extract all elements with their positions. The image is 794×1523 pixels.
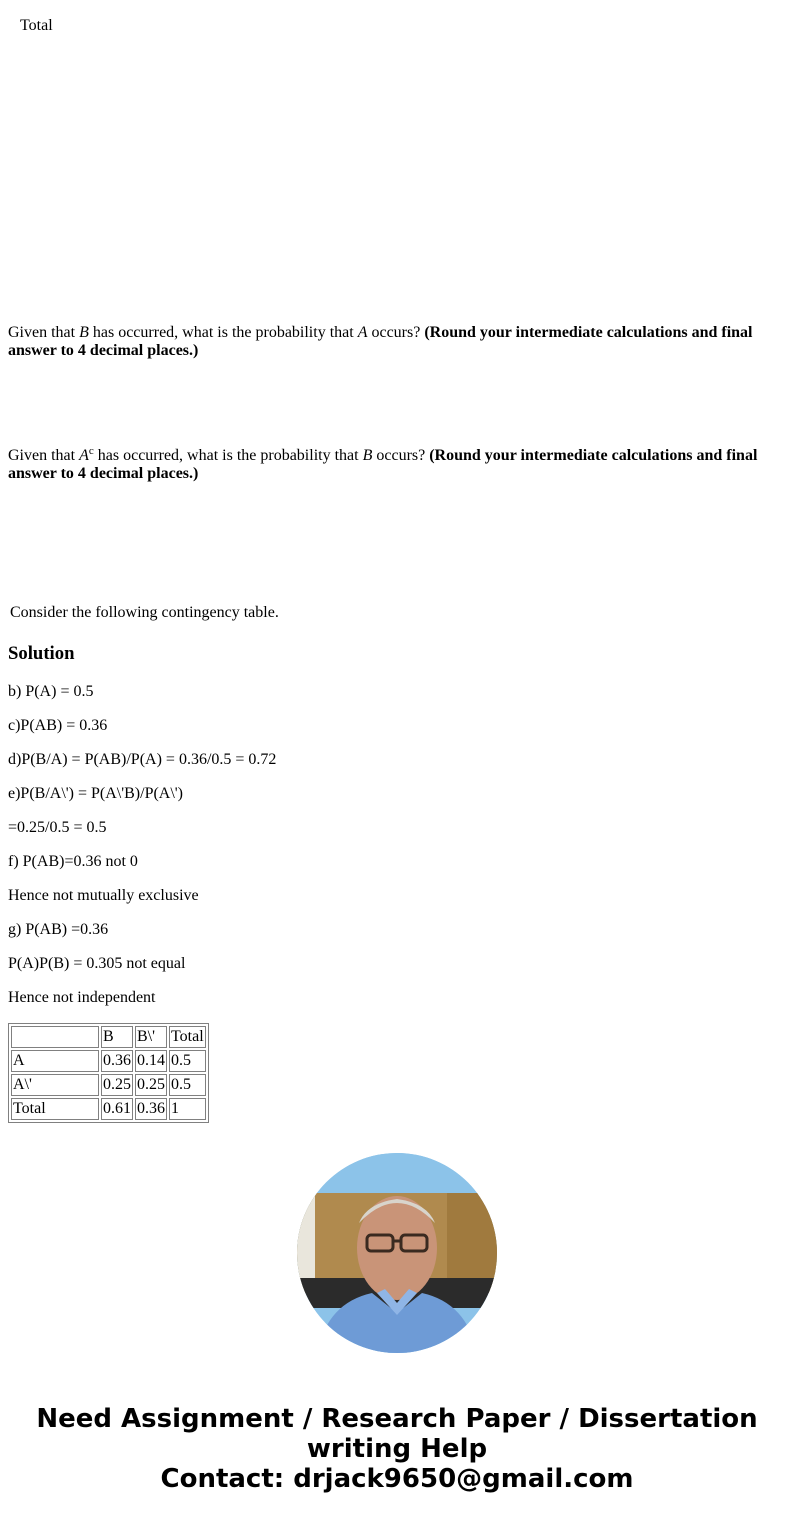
footer-contact-email: Contact: drjack9650@gmail.com bbox=[160, 1464, 634, 1494]
table-cell: 0.25 bbox=[101, 1074, 133, 1096]
footer-contact bbox=[0, 1404, 794, 1494]
solution-line: f) P(AB)=0.36 not 0 bbox=[8, 853, 138, 870]
table-cell: 0.61 bbox=[101, 1098, 133, 1120]
table-cell: 0.36 bbox=[135, 1098, 167, 1120]
solution-line: c)P(AB) = 0.36 bbox=[8, 717, 108, 734]
table-cell: 0.5 bbox=[169, 1050, 206, 1072]
solution-line: P(A)P(B) = 0.305 not equal bbox=[8, 955, 186, 972]
contingency-table bbox=[8, 1023, 209, 1123]
table-cell bbox=[11, 1026, 99, 1048]
solution-line: Hence not independent bbox=[8, 989, 156, 1006]
table-cell: A\' bbox=[11, 1074, 99, 1096]
solution-line: e)P(B/A\') = P(A\'B)/P(A\') bbox=[8, 785, 183, 802]
table-row bbox=[11, 1098, 206, 1120]
rounding-note: (Round your intermediate calculations and final answer to 4 decimal places.) bbox=[8, 324, 753, 359]
consider-text: Consider the following contingency table. bbox=[10, 604, 279, 621]
table-cell: 0.25 bbox=[135, 1074, 167, 1096]
table-cell: Total bbox=[11, 1098, 99, 1120]
question-given-b: Given that B has occurred, what is the probability that A occurs? (Round your intermediate calculations and final answer to 4 decimal places.) bbox=[8, 324, 753, 359]
table-row bbox=[11, 1050, 206, 1072]
avatar-portrait-icon bbox=[297, 1153, 497, 1353]
rounding-note: (Round your intermediate calculations and final answer to 4 decimal places.) bbox=[8, 447, 758, 482]
footer-line: Need Assignment / Research Paper / Dissertation bbox=[36, 1404, 758, 1434]
solution-line: =0.25/0.5 = 0.5 bbox=[8, 819, 107, 836]
solution-line: d)P(B/A) = P(AB)/P(A) = 0.36/0.5 = 0.72 bbox=[8, 751, 277, 768]
solution-line: Hence not mutually exclusive bbox=[8, 887, 199, 904]
table-cell: 0.14 bbox=[135, 1050, 167, 1072]
author-avatar bbox=[297, 1153, 497, 1353]
footer-line: writing Help bbox=[306, 1434, 488, 1464]
solution-line: g) P(AB) =0.36 bbox=[8, 921, 109, 938]
table-cell: Total bbox=[169, 1026, 206, 1048]
table-row bbox=[11, 1074, 206, 1096]
top-total-label: Total bbox=[20, 17, 53, 34]
solution-line: b) P(A) = 0.5 bbox=[8, 683, 94, 700]
question-given-a-complement: Given that $A^c$ has occurred, what is the probability that B occurs? (Round your intermediate calculations and final answer to 4 decimal places.) bbox=[8, 445, 758, 482]
table-cell: B bbox=[101, 1026, 133, 1048]
solution-heading: Solution bbox=[8, 643, 75, 664]
table-cell: 1 bbox=[169, 1098, 206, 1120]
table-cell: 0.36 bbox=[101, 1050, 133, 1072]
table-cell: A bbox=[11, 1050, 99, 1072]
table-cell: B\' bbox=[135, 1026, 167, 1048]
table-header-row bbox=[11, 1026, 206, 1048]
table-cell: 0.5 bbox=[169, 1074, 206, 1096]
